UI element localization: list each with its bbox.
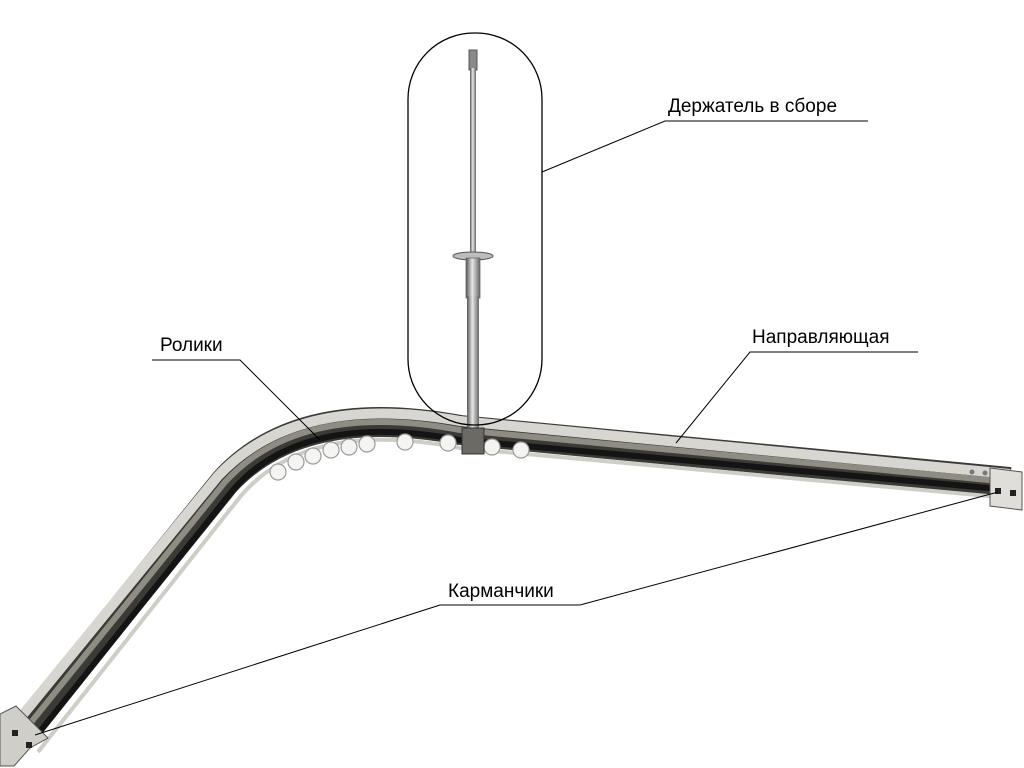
roller (341, 439, 357, 455)
rail-mid-band (20, 422, 1010, 736)
label-rail: Направляющая (752, 327, 890, 348)
label-holder: Держатель в сборе (668, 96, 838, 117)
roller (288, 454, 304, 470)
leader-pockets-right (580, 492, 998, 605)
label-rollers: Ролики (160, 335, 223, 356)
holder-rod-upper (470, 68, 476, 260)
roller (440, 435, 456, 451)
roller (323, 442, 339, 458)
roller (359, 436, 375, 452)
holder-threaded-top (469, 50, 477, 70)
holder-coupling (466, 258, 480, 298)
roller (484, 439, 500, 455)
holder-assembly (453, 50, 493, 454)
roller (270, 464, 286, 480)
roller (305, 448, 321, 464)
roller (513, 442, 529, 458)
leader-rail (676, 352, 918, 443)
holder-rod-lower (467, 296, 479, 430)
roller (397, 434, 413, 450)
leader-holder (542, 121, 868, 172)
holder-mount (462, 428, 484, 454)
label-pockets: Карманчики (448, 581, 554, 602)
